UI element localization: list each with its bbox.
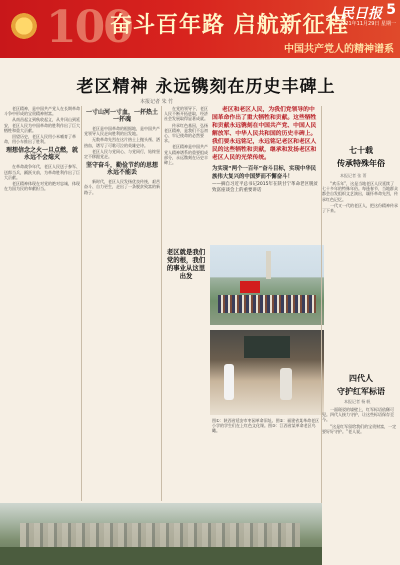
article-column-2 — [84, 106, 160, 501]
lead-intro: 老区和老区人民，为我们党领导的中国革命作出了重大牺牲和贡献。这些牺牲和贡献永远镌刻在中国共产党、中国人民解放军、中华人民共和国的历史丰碑上。我们要永远铭记，永远铭记老区和老区人民的这些牺牲和贡献，继承和发扬老区和老区人民的光荣传统。 — [212, 107, 317, 161]
photo-caption: 图①：陕西省延安市枣园革命旧址。图②：福建省某革命老区小学的学生们在上红色文化课。图③：江西省某革命老区鸟瞰。 — [212, 418, 320, 434]
paragraph: “这是红军留给我们的宝贵财富，一定要好好守护。”老人说。 — [322, 423, 397, 434]
paragraph: 新时代，老区人民发扬优良传统，艰苦奋斗、自力更生，走出了一条脱贫致富的新路子。 — [84, 179, 160, 195]
column-divider — [161, 106, 162, 501]
article-headline: 老区精神 永远镌刻在历史丰碑上 — [76, 77, 336, 97]
article-byline: 本报记者 朱 竹 — [140, 99, 174, 105]
right-story-2-text — [322, 407, 398, 557]
article-column-3 — [164, 106, 208, 501]
lead-quote-box — [212, 106, 320, 238]
right-story-1-text — [322, 181, 398, 341]
column-name: 中国共产党人的精神谱系 — [284, 44, 394, 55]
lead-quote — [212, 166, 320, 194]
masthead-logo: 人民日报 — [326, 6, 382, 22]
article-column-1 — [4, 106, 80, 501]
paragraph: “欢乐年”，这是当地老区人民延续了七十多年的特殊年俗。每逢春节，当地群众都会自发组织文艺演出，缅怀革命先烈，传承红色记忆。 — [322, 181, 398, 202]
paragraph: 老区精神，是中国共产党人在长期革命斗争中形成的宝贵精神财富。 — [4, 106, 80, 117]
pagoda-shape — [266, 251, 271, 279]
centenary-number: 100 — [46, 2, 132, 53]
section-subhead: 理想信念之火一旦点燃，就永远不会熄灭 — [5, 147, 78, 162]
quote-text: 为实现“两个一百年”奋斗目标，实现中华民族伟大复兴的中国梦而不懈奋斗！ — [212, 166, 317, 180]
paragraph: 回望历史，老区人民用小米哺育了革命，用小车推出了胜利。 — [4, 134, 76, 145]
student-figure — [224, 364, 234, 400]
paragraph: 老区是中国革命的根据地，是中国共产党领导人民走向胜利的出发地。 — [84, 126, 160, 137]
red-flag-icon — [240, 281, 260, 293]
section-subhead: 坚守奋斗，勤俭节约的思想永远不能丢 — [85, 162, 158, 177]
column-divider — [81, 106, 82, 501]
paragraph: 老区精神是中国共产党人精神谱系的重要组成部分，永远镌刻在历史丰碑上。 — [164, 144, 208, 166]
paragraph: 老区精神体现在对党的绝对忠诚，体现在为国为民的奉献担当。 — [4, 181, 80, 192]
photo-aerial-village — [0, 503, 322, 565]
quote-source: ——摘自习近平总书记2015年在陕甘宁革命老区脱贫致富座谈会上的重要讲话 — [212, 181, 318, 193]
paragraph: 一代又一代的老区人，把这份精神传承了下来。 — [322, 202, 398, 214]
crowd-shape — [218, 295, 316, 313]
student-figure — [280, 368, 292, 400]
paragraph: 一面斑驳的墙壁上，红军标语依稀可见。四代人接力守护，让这些标语保存至今。 — [322, 407, 394, 423]
paragraph: 传承红色基因，弘扬老区精神，是我们不忘初心、牢记使命的必然要求。 — [164, 122, 208, 144]
banner-slogan: 奋斗百年路 启航新征程 — [110, 12, 349, 38]
right-story-2-subtitle: 守护红军标语 — [337, 386, 385, 396]
right-story-2-byline: 本报记者 杨 帆 — [344, 399, 371, 404]
right-story-2-title: 四代人 — [349, 373, 373, 383]
paragraph: 无数革命先烈在这片热土上抛头颅、洒热血，谱写了可歌可泣的英雄史诗。 — [84, 137, 160, 148]
blackboard-shape — [244, 336, 290, 358]
right-story-1-subtitle: 传承特殊年俗 — [337, 158, 385, 168]
paragraph: 在党的领导下，老区人民不断开拓进取，经济社会发展取得显著成就。 — [164, 106, 208, 122]
photo-flag-ceremony — [210, 245, 324, 325]
dateline: 2021年11月29日 星期一 — [338, 21, 396, 27]
right-story-1-byline: 本报记者 张 菁 — [340, 173, 367, 178]
page-banner — [0, 0, 400, 58]
section-subhead: 一寸山河一寸血，一抔热土一抔魂 — [85, 109, 158, 123]
middle-subhead: 老区就是我们党的根，我们的事业从这里出发 — [166, 248, 206, 280]
page-number: 5 — [386, 2, 396, 18]
paragraph: 老区人民与党同心、与党同行，始终坚定不移跟党走。 — [84, 148, 160, 160]
party-emblem-icon — [4, 6, 44, 46]
paragraph: 从南昌起义到秋收起义，从井冈山到延安，老区人民为中国革命的胜利作出了巨大牺牲和重大贡献。 — [4, 117, 80, 133]
trees-shape — [0, 547, 322, 565]
right-story-1-title: 七十载 — [349, 145, 373, 155]
paragraph: 在革命战争年代，老区人民送子参军、送郎当兵，踊跃支前，为革命胜利作出了巨大贡献。 — [4, 164, 80, 180]
photo-classroom — [210, 330, 324, 415]
